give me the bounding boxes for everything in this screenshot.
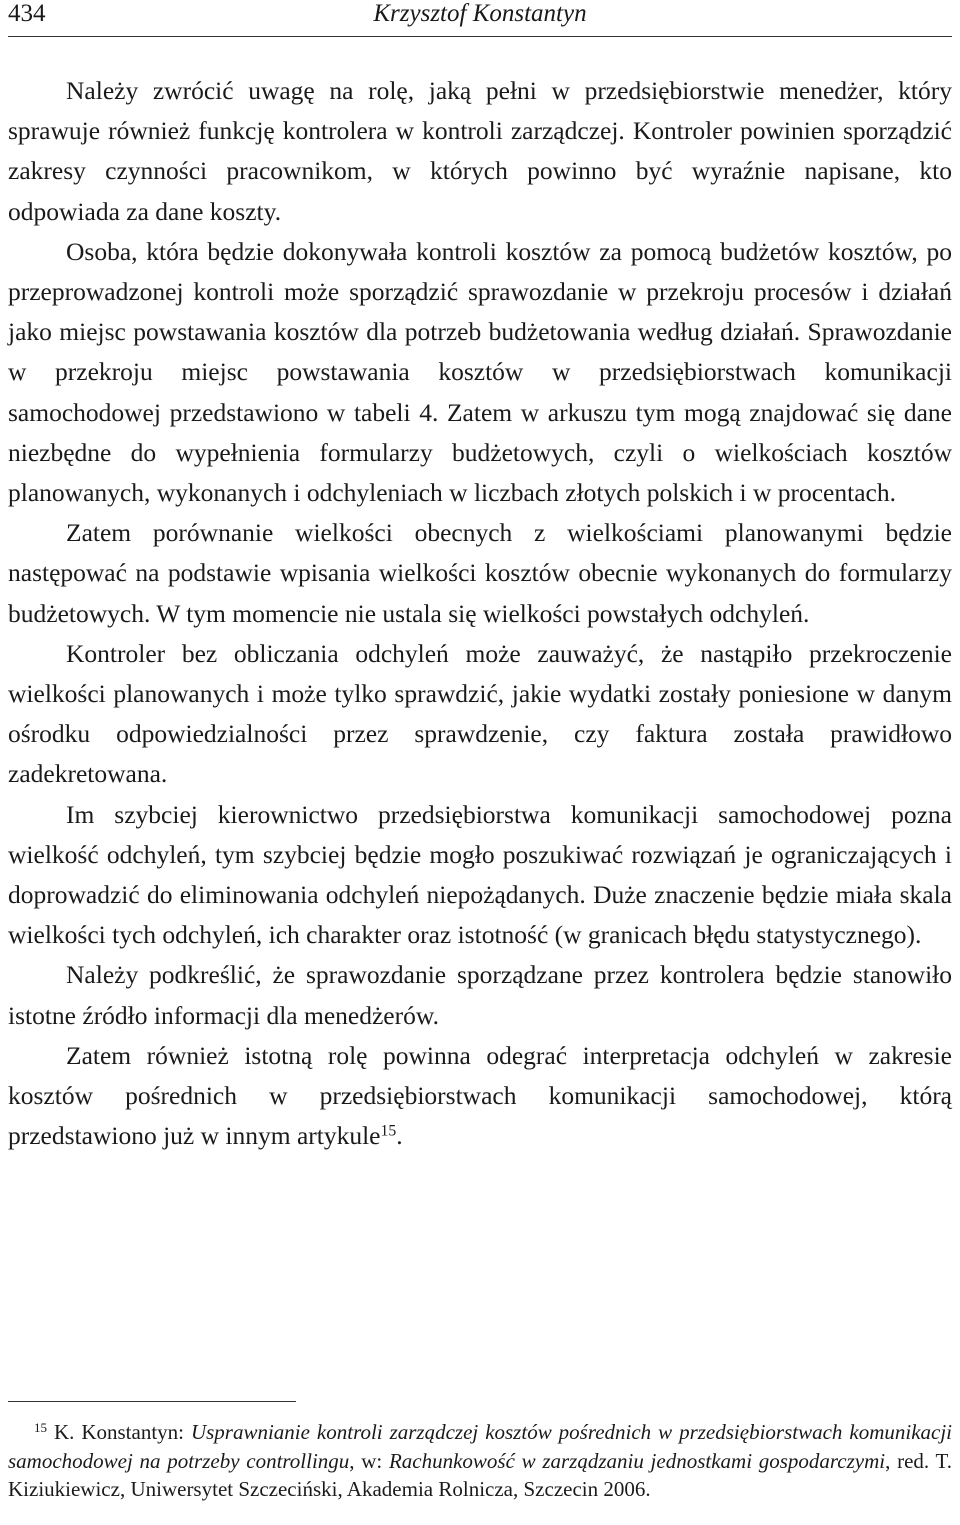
footnote-separator: , w: (349, 1448, 389, 1473)
footnote-number: 15 (34, 1419, 48, 1435)
paragraph: Należy zwrócić uwagę na rolę, jaką pełni w przedsiębiorstwie menedżer, który sprawuje również funkcję kontrolera w kontroli zarządczej. Kontroler powinien sporządzić zakresy czynności pracownikom, w których powinno być wyraźnie napisane, kto odpowiada za dane koszty. (8, 76, 952, 226)
footnote-reference[interactable]: 15 (380, 1122, 397, 1140)
footnote-author: K. Konstantyn: (47, 1420, 191, 1444)
paragraph (8, 1036, 952, 1157)
paragraph: Im szybciej kierownictwo przedsiębiorstwa komunikacji samochodowej pozna wielkość odchyleń, tym szybciej będzie mogło poszukiwać rozwiązań je ograniczających i doprowadzić do eliminowania odchyleń niepożądanych. Duże znaczenie będzie miała skala wielkości tych odchyleń, ich charakter oraz istotność (w granicach błędu statystycznego). (8, 799, 952, 950)
footnote-book: Rachunkowość w zarządzaniu jednostkami gospodarczymi (388, 1448, 886, 1473)
page-number: 434 (8, 0, 46, 27)
paragraph-end: . (396, 1121, 403, 1151)
page-header (8, 0, 952, 37)
footnote (8, 1418, 952, 1504)
paragraph: Należy podkreślić, że sprawozdanie sporządzane przez kontrolera będzie stanowiło istotne źródło informacji dla menedżerów. (8, 960, 952, 1030)
footnote-title: Usprawnianie kontroli zarządczej kosztów pośrednich w przedsiębiorstwach komunikacji samochodowej na potrzeby controllingu (8, 1420, 953, 1473)
running-head: Krzysztof Konstantyn (373, 0, 587, 27)
body-text (8, 71, 952, 1156)
paragraph-text: Zatem również istotną rolę powinna odegrać interpretacja odchyleń w zakresie kosztów pośrednich w przedsiębiorstwach komunikacji samochodowej, którą przedstawiono już w innym artykule (8, 1040, 952, 1151)
footnote-details: , red. T. Kiziukiewicz, Uniwersytet Szczeciński, Akademia Rolnicza, Szczecin 2006. (8, 1448, 952, 1501)
paragraph: Zatem porównanie wielkości obecnych z wielkościami planowanymi będzie następować na podstawie wpisania wielkości kosztów obecnie wykonanych do formularzy budżetowych. W tym momencie nie ustala się wielkości powstałych odchyleń. (8, 518, 952, 628)
footnote-divider (8, 1401, 296, 1402)
paragraph: Kontroler bez obliczania odchyleń może zauważyć, że nastąpiło przekroczenie wielkości planowanych i może tylko sprawdzić, jakie wydatki zostały poniesione w danym ośrodku odpowiedzialności przez sprawdzenie, czy faktura została prawidłowo zadekretowana. (8, 638, 952, 789)
paragraph: Osoba, która będzie dokonywała kontroli kosztów za pomocą budżetów kosztów, po przeprowadzonej kontroli może sporządzić sprawozdanie w przekroju procesów i działań jako miejsc powstawania kosztów dla potrzeb budżetowania według działań. Sprawozdanie w przekroju miejsc powstawania kosztów w przedsiębiorstwach komunikacji samochodowej przedstawiono w tabeli 4. Zatem w arkuszu tym mogą znajdować się dane niezbędne do wypełnienia formularzy budżetowych, czyli o wielkościach kosztów planowanych, wykonanych i odchyleniach w liczbach złotych polskich i w procentach. (8, 236, 952, 508)
